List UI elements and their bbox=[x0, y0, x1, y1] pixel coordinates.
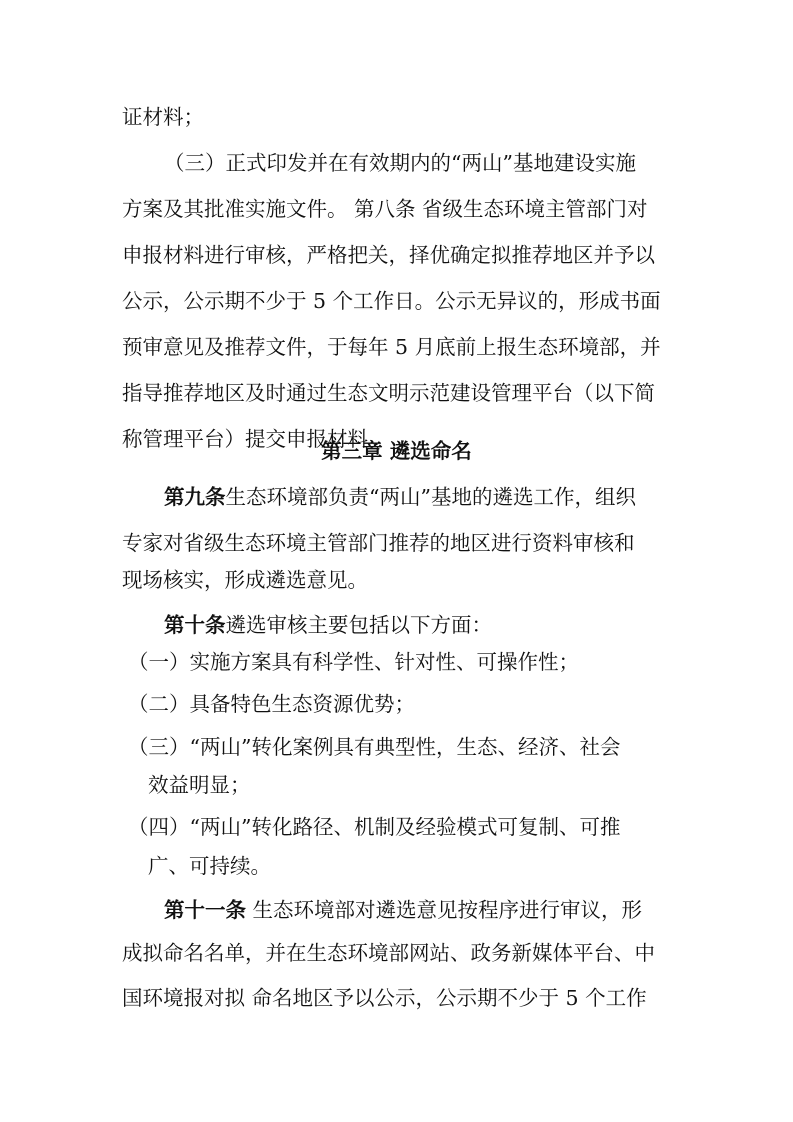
text-line: 公示，公示期不少于 5 个工作日。公示无异议的，形成书面 bbox=[122, 289, 661, 313]
text-line: 国环境报对拟 命名地区予以公示，公示期不少于 5 个工作 bbox=[122, 986, 647, 1010]
text-line: 称管理平台）提交申报材料。 bbox=[122, 427, 389, 451]
chapter-heading bbox=[0, 437, 793, 465]
text-line: 指导推荐地区及时通过生态文明示范建设管理平台（以下简 bbox=[122, 381, 655, 405]
article-10-label: 第十条 bbox=[164, 613, 226, 637]
text-line: 预审意见及推荐文件，于每年 5 月底前上报生态环境部，并 bbox=[122, 335, 661, 359]
article-10-text: 遴选审核主要包括以下方面： bbox=[225, 613, 492, 637]
text-line: 专家对省级生态环境主管部门推荐的地区进行资料审核和 bbox=[122, 531, 635, 555]
list-item: （四）“两山”转化路径、机制及经验模式可复制、可推 bbox=[128, 815, 621, 839]
text-line: 现场核实，形成遴选意见。 bbox=[122, 568, 368, 592]
article-9-line bbox=[164, 483, 636, 511]
list-item: （一）实施方案具有科学性、针对性、可操作性； bbox=[128, 650, 579, 674]
article-9-label: 第九条 bbox=[164, 485, 226, 509]
article-11-text: 生态环境部对遴选意见按程序进行审议，形 bbox=[246, 898, 643, 922]
text-line: 申报材料进行审核，严格把关，择优确定拟推荐地区并予以 bbox=[122, 243, 655, 267]
article-11-line bbox=[164, 896, 642, 924]
text-line: 成拟命名名单，并在生态环境部网站、政务新媒体平台、中 bbox=[122, 941, 655, 965]
list-item: （二）具备特色生态资源优势； bbox=[128, 692, 415, 716]
list-item: （三）“两山”转化案例具有典型性，生态、经济、社会 bbox=[128, 735, 621, 759]
text-line: 方案及其批准实施文件。 第八条 省级生态环境主管部门对 bbox=[122, 197, 648, 221]
text-line: （三）正式印发并在有效期内的“两山”基地建设实施 bbox=[164, 151, 636, 175]
article-10-line bbox=[164, 611, 492, 639]
list-item-continuation: 广、可持续。 bbox=[148, 854, 271, 878]
list-item-continuation: 效益明显； bbox=[148, 773, 251, 797]
text-line: 证材料； bbox=[122, 105, 204, 129]
article-11-label: 第十一条 bbox=[164, 898, 246, 922]
chapter-heading-text: 第三章 遴选命名 bbox=[321, 439, 472, 463]
article-9-text: 生态环境部负责“两山”基地的遴选工作，组织 bbox=[225, 485, 636, 509]
